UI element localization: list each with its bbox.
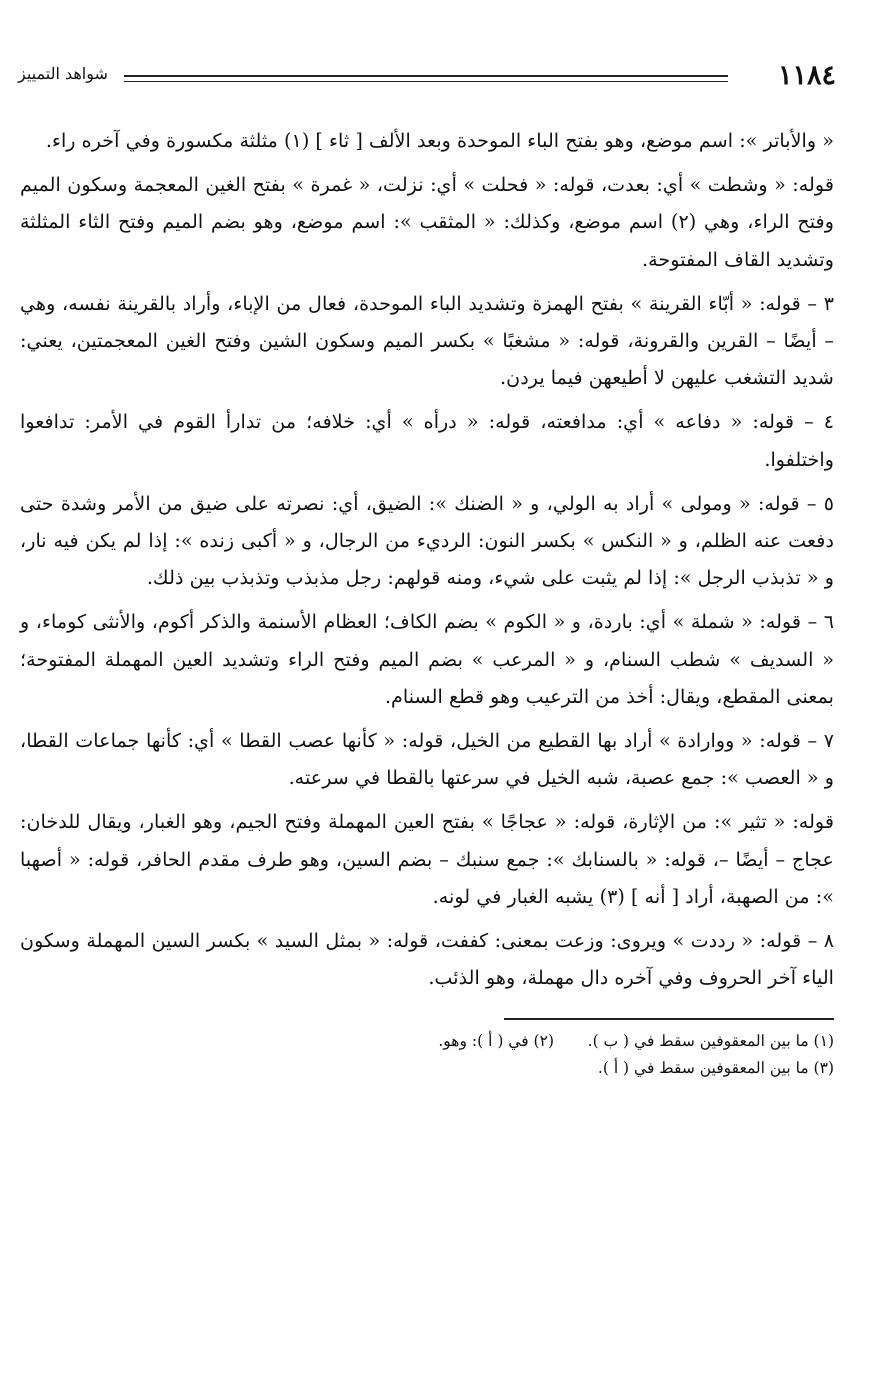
paragraph: ٦ – قوله: « شملة » أي: باردة، و « الكوم » بضم الكاف؛ العظام الأسنمة والذكر أكوم، والأنثى كوماء، و « السديف » شطب السنام، و « المرعب » بضم الميم وفتح الراء وتشديد العين المهملة المفتوحة؛ بمعنى المقطع، ويقال: أخذ من الترعيب وهو قطع السنام. [20,610,834,708]
footnote-3: (٣) ما بين المعقوفين سقط في ( أ ). [597,1059,834,1078]
paragraph: « والأباتر »: اسم موضع، وهو بفتح الباء الموحدة وبعد الألف [ ثاء ] (١) مثلثة مكسورة وفي آخره راء. [45,129,834,152]
footnote-divider [504,1018,834,1020]
paragraph: ٨ – قوله: « رددت » ويروى: وزعت بمعنى: كففت، قوله: « بمثل السيد » بكسر السين المهملة وسكون الياء آخر الحروف وفي آخره دال مهملة، وهو الذئب. [20,929,834,990]
footnote-row [18,1055,836,1082]
paragraph: ٣ – قوله: « أبّاء القرينة » بفتح الهمزة وتشديد الباء الموحدة، فعال من الإباء، وأراد بالقرينة نفسه، وهي – أيضًا – القرين والقرونة، قوله: « مشغبًا » بكسر الميم وسكون الشين وفتح الغين المعجمتين، يعني: شديد التشغب عليهن لا أطيعهن فيما يردن. [20,291,834,390]
paragraph: قوله: « وشطت » أي: بعدت، قوله: « فحلت » أي: نزلت، « غمرة » بفتح الغين المعجمة وسكون الميم وفتح الراء، وهي (٢) اسم موضع، وكذلك: « المثقب »: اسم موضع، وهو بضم الميم وفتح الثاء المثلثة وتشديد القاف المفتوحة. [20,173,834,271]
footnotes [18,1028,836,1082]
paragraph: ٧ – قوله: « ووارادة » أراد بها القطيع من الخيل، قوله: « كأنها عصب القطا » أي: كأنها جماعات القطا، و « العصب »: جمع عصبة، شبه الخيل في سرعتها بالقطا في سرعته. [20,729,834,790]
running-title: شواهد التمييز [18,64,108,83]
paragraph: ٤ – قوله: « دفاعه » أي: مدافعته، قوله: « درأه » أي: خلافه؛ من تدارأ القوم في الأمر: تدافعوا واختلفوا. [20,410,834,471]
paragraph: قوله: « تثير »: من الإثارة، قوله: « عجاجًا » بفتح العين المهملة وفتح الجيم، وهو الغبار، ويقال للدخان: عجاج – أيضًا –، قوله: « بالسنابك »: جمع سنبك – بضم السين، وهو طرف مقدم الحافر، قوله: « أصهبا »: من الصهبة، أراد [ أنه ] (٣) يشبه الغبار في لونه. [20,810,834,908]
book-page [18,58,836,1082]
page-header [18,58,836,94]
header-divider [124,75,728,82]
main-text [18,122,836,996]
footnote-1: (١) ما بين المعقوفين سقط في ( ب ). [587,1032,834,1051]
paragraph: ٥ – قوله: « ومولى » أراد به الولي، و « الضنك »: الضيق، أي: نصرته على ضيق من الأمر وشدة حتى دفعت عنه الظلم، و « النكس » بكسر النون: الرديء من الرجال، و « أكبى زنده »: إذا لم يكن فيه نار، و « تذبذب الرجل »: إذا لم يثبت على شيء، ومنه قولهم: رجل مذبذب وتذبذب بين ذلك. [20,491,834,590]
footnote-row [18,1028,836,1055]
footnote-2: (٢) في ( أ ): وهو. [438,1032,554,1051]
page-number: ١١٨٤ [777,60,836,91]
